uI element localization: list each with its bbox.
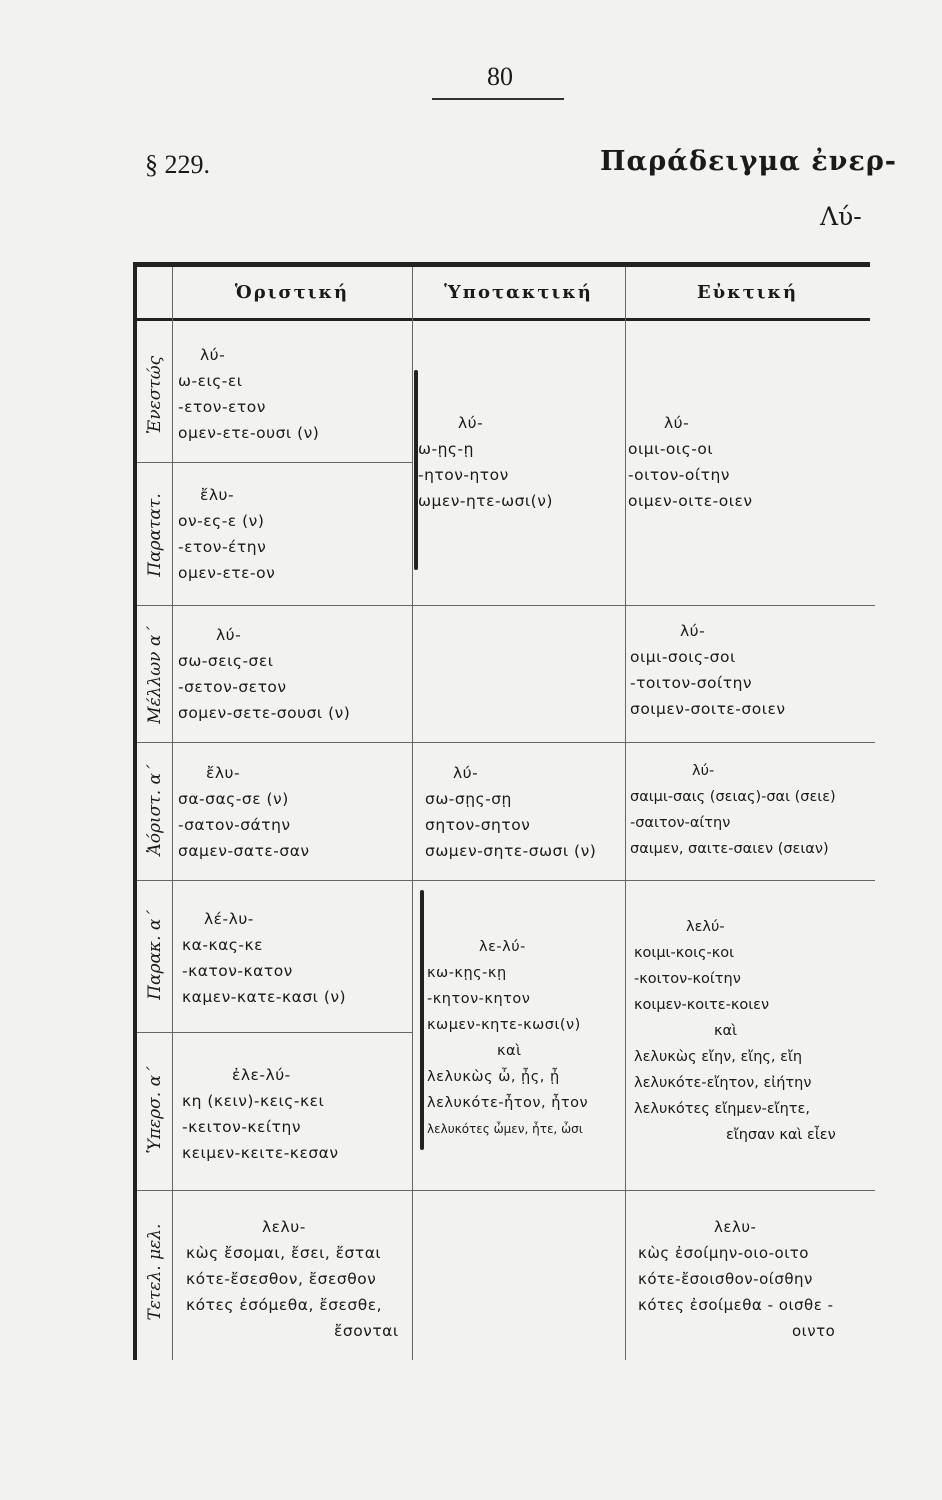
page-number: 80 xyxy=(487,62,513,91)
indicative-perfect: λέ-λυ- κα-κας-κε -κατον-κατον καμεν-κατε-κασι (ν) xyxy=(182,910,347,1006)
row-label-imperfect: Παρατατ. xyxy=(145,493,165,577)
indicative-future-perfect: λελυ- κὼς ἔσομαι, ἔσει, ἔσται κότε-ἔσεσθον, ἔσεσθον κότες ἐσόμεθα, ἔσεσθε, ἔσονται xyxy=(186,1218,399,1340)
row-divider xyxy=(137,742,875,743)
row-label-future-perfect: Τετελ. μελ. xyxy=(145,1223,165,1321)
row-label-present: Ἐνεστώς xyxy=(145,355,165,435)
indicative-aorist: ἔλυ- σα-σας-σε (ν) -σατον-σάτην σαμεν-σατε-σαν xyxy=(178,764,310,860)
optative-aorist: λύ- σαιμι-σαις (σειας)-σαι (σειε) -σαιτον-αίτην σαιμεν, σαιτε-σαιεν (σειαν) xyxy=(630,763,836,857)
header-bottom-rule xyxy=(137,318,870,321)
page-number-rule xyxy=(432,98,564,100)
column-divider-2 xyxy=(625,267,626,1360)
header-indicative: Ὁριστική xyxy=(234,282,350,303)
indicative-pluperfect: ἐλε-λύ- κη (κειν)-κεις-κει -κειτον-κείτην κειμεν-κειτε-κεσαν xyxy=(182,1066,339,1162)
row-label-future: Μέλλων α΄ xyxy=(145,626,165,724)
row-label-perfect: Παρακ. α΄ xyxy=(145,910,165,1000)
subjunctive-perfect: λε-λύ- κω-κῃς-κῃ -κητον-κητον κωμεν-κητε-κωσι(ν) καὶ λελυκὼς ὦ, ᾖς, ᾖ λελυκότε-ἦτον, ἦτον λελυκότες ὦμεν, ἦτε, ὦσι xyxy=(427,939,589,1136)
row-label-pluperfect: Ὑπερσ. α΄ xyxy=(145,1066,165,1154)
brace-icon xyxy=(420,890,424,1150)
row-divider xyxy=(137,1032,412,1033)
column-divider-1 xyxy=(412,267,413,1360)
subjunctive-aorist: λύ- σω-σῃς-σῃ σητον-σητον σωμεν-σητε-σωσι (ν) xyxy=(425,764,597,860)
header-optative: Εὐκτική xyxy=(696,282,799,303)
header-subjunctive: Ὑποτακτική xyxy=(444,282,593,303)
table-top-border xyxy=(133,262,870,267)
page-title: Παράδειγμα ἐνερ- xyxy=(600,146,897,177)
indicative-future: λύ- σω-σεις-σει -σετον-σετον σομεν-σετε-σουσι (ν) xyxy=(178,626,351,722)
row-divider xyxy=(137,880,875,881)
optative-present: λύ- οιμι-οις-οι -οιτον-οίτην οιμεν-οιτε-οιεν xyxy=(628,414,753,510)
label-column-rule xyxy=(172,267,173,1360)
indicative-imperfect: ἔλυ- ον-ες-ε (ν) -ετον-έτην ομεν-ετε-ον xyxy=(178,486,276,582)
optative-future-perfect: λελυ- κὼς ἐσοίμην-οιο-οιτο κότε-ἔσοισθον-οίσθην κότες ἐσοίμεθα - οισθε - οιντο xyxy=(638,1218,836,1340)
page-subtitle: Λύ- xyxy=(820,202,862,231)
optative-future: λύ- οιμι-σοις-σοι -τοιτον-σοίτην σοιμεν-σοιτε-σοιεν xyxy=(630,622,786,718)
section-number: § 229. xyxy=(145,150,210,179)
row-divider xyxy=(137,462,412,463)
row-label-aorist: Ἀόριστ. α΄ xyxy=(145,764,165,856)
row-divider xyxy=(137,1190,875,1191)
indicative-present: λύ- ω-εις-ει -ετον-ετον ομεν-ετε-ουσι (ν) xyxy=(178,346,320,442)
table-left-border xyxy=(133,262,137,1360)
optative-perfect: λελύ- κοιμι-κοις-κοι -κοιτον-κοίτην κοιμεν-κοιτε-κοιεν καὶ λελυκὼς εἴην, εἴης, εἴη λελυκότε-εἴητον, εἰήτην λελυκότες εἴημεν-εἴητε, εἴησαν καὶ εἶεν xyxy=(634,919,836,1143)
row-divider xyxy=(137,605,875,606)
subjunctive-present: λύ- ω-ῃς-ῃ -ητον-ητον ωμεν-ητε-ωσι(ν) xyxy=(418,414,553,510)
